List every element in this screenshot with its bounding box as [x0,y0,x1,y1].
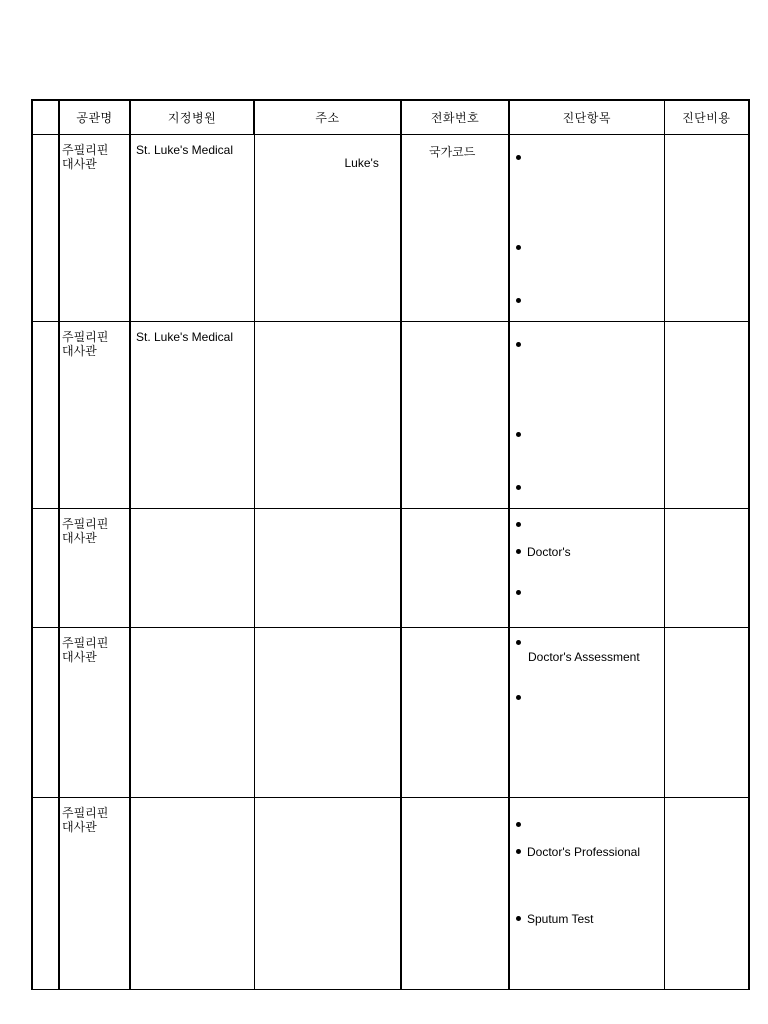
items-cell [509,322,664,509]
bullet-icon [516,522,521,527]
list-item [516,691,527,705]
header-row [32,100,749,135]
header-cost: 진단비용 [664,100,749,135]
bullet-icon [516,485,521,490]
embassy-cell [59,509,130,628]
bullet-icon [516,695,521,700]
hospital-cell [130,322,254,509]
cost-cell [664,628,749,798]
list-item: Sputum Test [516,912,593,926]
list-item [516,818,527,832]
items-cell [509,628,664,798]
header-blank [32,100,59,135]
bullet-icon [516,549,521,554]
hospital-name: St. Luke's Medical [136,143,234,157]
header-phone: 전화번호 [401,100,509,135]
embassy-suffix: 대사관 [62,344,97,358]
embassy-cell [59,628,130,798]
hospital-cell [130,509,254,628]
table-row [32,628,749,798]
address-cell [254,798,401,990]
bullet-icon [516,916,521,921]
cost-cell [664,322,749,509]
items-cell [509,135,664,322]
list-item-subtext: Doctor's Assessment [528,650,640,664]
embassy-name: 주필리핀 [62,517,109,531]
list-item [516,294,527,308]
phone-cell [401,322,509,509]
address-cell [254,509,401,628]
embassy-suffix: 대사관 [62,157,97,171]
table-row [32,135,749,322]
bullet-icon [516,822,521,827]
row-blank-cell [32,135,59,322]
table-row [32,509,749,628]
list-item [516,241,527,255]
header-address: 주소 [254,100,401,135]
bullet-icon [516,640,521,645]
row-blank-cell [32,322,59,509]
phone-cell [401,798,509,990]
items-cell [509,509,664,628]
list-item [516,338,527,352]
embassy-name: 주필리핀 [62,143,109,157]
embassy-cell [59,135,130,322]
embassy-name: 주필리핀 [62,330,109,344]
bullet-icon [516,342,521,347]
list-item [516,586,527,600]
bullet-icon [516,432,521,437]
table-row [32,798,749,990]
embassy-name: 주필리핀 [62,806,109,820]
hospital-cell [130,628,254,798]
list-item [516,518,527,532]
address-text: Luke's [344,156,379,170]
row-blank-cell [32,628,59,798]
list-item: Doctor's [516,545,571,559]
row-blank-cell [32,798,59,990]
list-item [516,428,527,442]
embassy-cell [59,322,130,509]
cost-cell [664,135,749,322]
phone-cell [401,628,509,798]
bullet-icon [516,590,521,595]
embassy-suffix: 대사관 [62,531,97,545]
address-cell [254,322,401,509]
header-hospital: 지정병원 [130,100,254,135]
embassy-cell [59,798,130,990]
list-item [516,481,527,495]
table-row [32,322,749,509]
items-cell [509,798,664,990]
phone-cell [401,135,509,322]
hospital-cell [130,798,254,990]
cost-cell [664,798,749,990]
embassy-suffix: 대사관 [62,820,97,834]
hospital-table [31,99,750,990]
embassy-suffix: 대사관 [62,650,97,664]
bullet-icon [516,849,521,854]
hospital-cell [130,135,254,322]
bullet-icon [516,245,521,250]
bullet-icon [516,298,521,303]
row-blank-cell [32,509,59,628]
embassy-name: 주필리핀 [62,636,109,650]
header-items: 진단항목 [509,100,664,135]
phone-cell [401,509,509,628]
list-item [516,151,527,165]
hospital-name: St. Luke's Medical [136,330,234,344]
header-embassy: 공관명 [59,100,130,135]
bullet-icon [516,155,521,160]
phone-text: 국가코드 [429,145,476,159]
address-cell [254,628,401,798]
list-item: Doctor's Professional [516,845,640,859]
cost-cell [664,509,749,628]
list-item [516,636,527,650]
address-cell [254,135,401,322]
